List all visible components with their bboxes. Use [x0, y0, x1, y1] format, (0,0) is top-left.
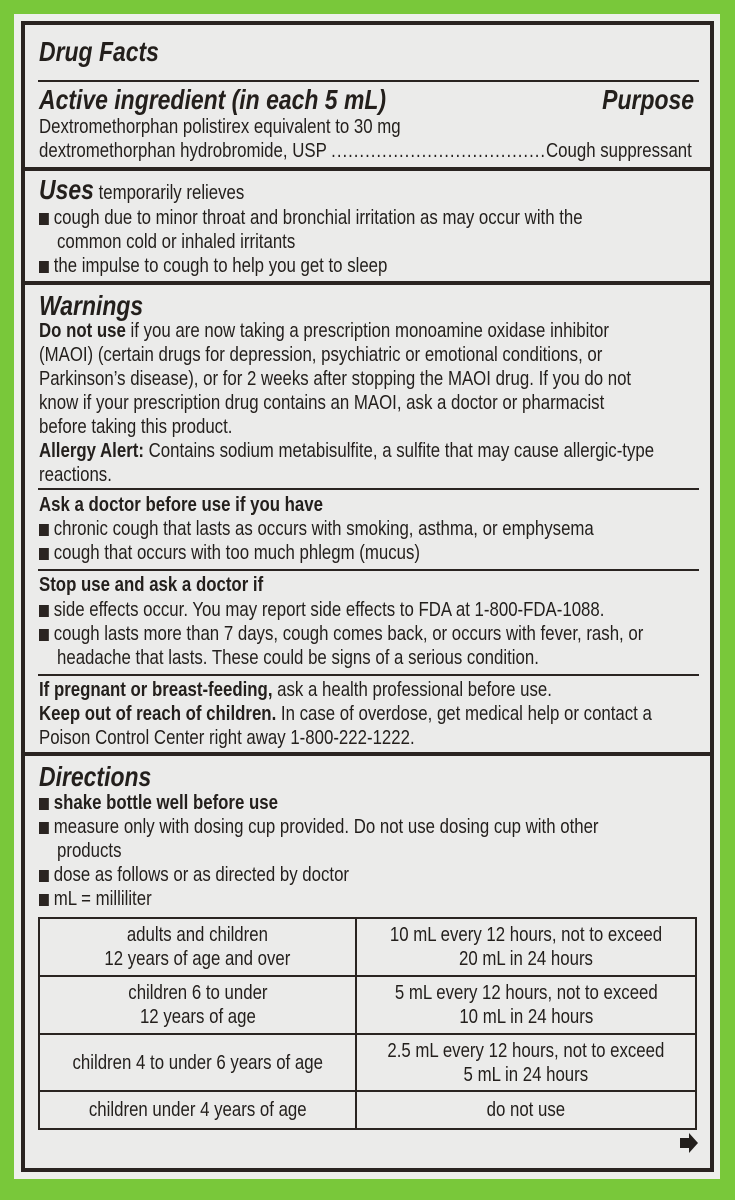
directions-item: dose as follows or as directed by doctor — [39, 863, 417, 887]
bullet-icon — [39, 213, 49, 225]
bullet-icon — [39, 629, 49, 641]
stop-use-item: side effects occur. You may report side effects to FDA at 1-800-FDA-1088. — [39, 598, 729, 622]
active-ingredient-section — [25, 83, 710, 169]
ask-doctor-heading: Ask a doctor before use if you have — [39, 493, 323, 516]
uses-item: cough due to minor throat and bronchial irritation as may occur with the — [39, 206, 702, 230]
do-not-use-line: know if your prescription drug contains an MAOI, ask a doctor or pharmacist — [39, 391, 605, 414]
warnings-section — [25, 285, 710, 750]
table-row — [39, 1034, 696, 1091]
keep-out-warning: Keep out of reach of children. In case of overdose, get medical help or contact a — [39, 702, 652, 725]
bullet-icon — [39, 548, 49, 560]
drug-facts-title: Drug Facts — [39, 36, 159, 67]
keep-out-continuation: Poison Control Center right away 1-800-222-1222. — [39, 726, 415, 749]
bullet-icon — [39, 605, 49, 617]
bullet-icon — [39, 822, 49, 834]
active-ingredient-heading: Active ingredient (in each 5 mL) — [39, 84, 387, 115]
dosing-table — [38, 917, 697, 1130]
dose-cell: 2.5 mL every 12 hours, not to exceed 5 mL in 24 hours — [356, 1034, 696, 1091]
uses-section — [25, 171, 710, 279]
warnings-divider — [38, 488, 699, 490]
table-row — [39, 1091, 696, 1129]
dose-cell: 5 mL every 12 hours, not to exceed 10 mL in 24 hours — [356, 976, 696, 1034]
bullet-icon — [39, 524, 49, 536]
right-arrow-icon — [680, 1133, 698, 1153]
uses-item: the impulse to cough to help you get to sleep — [39, 254, 464, 278]
do-not-use-label: Do not use — [39, 319, 126, 342]
table-row — [39, 918, 696, 976]
directions-heading: Directions — [39, 761, 152, 792]
do-not-use-line: Parkinson’s disease), or for 2 weeks after stopping the MAOI drug. If you do not — [39, 367, 632, 390]
warnings-divider — [38, 674, 699, 676]
keep-out-label: Keep out of reach of children. — [39, 702, 277, 725]
do-not-use-line: before taking this product. — [39, 415, 233, 438]
age-cell: children 6 to under 12 years of age — [39, 976, 356, 1034]
bullet-icon — [39, 870, 49, 882]
warnings-divider — [38, 569, 699, 571]
directions-item: mL = milliliter — [39, 887, 176, 911]
active-ingredient-line1: Dextromethorphan polistirex equivalent to 30 mg — [39, 115, 401, 138]
dose-cell: 10 mL every 12 hours, not to exceed 20 mL in 24 hours — [356, 918, 696, 976]
active-ingredient-line2: dextromethorphan hydrobromide, USP — [39, 139, 327, 162]
age-cell: children 4 to under 6 years of age — [39, 1034, 356, 1091]
directions-item: shake bottle well before use — [39, 791, 331, 815]
dose-cell: do not use — [356, 1091, 696, 1129]
do-not-use-line: (MAOI) (certain drugs for depression, psychiatric or emotional conditions, or — [39, 343, 603, 366]
title-divider — [38, 80, 699, 82]
purpose-value: Cough suppressant — [546, 139, 692, 162]
ask-doctor-item: cough that occurs with too much phlegm (mucus) — [39, 541, 504, 565]
drug-facts-panel — [21, 21, 714, 1172]
pregnant-label: If pregnant or breast-feeding, — [39, 678, 273, 701]
bullet-icon — [39, 894, 49, 906]
age-cell: adults and children 12 years of age and over — [39, 918, 356, 976]
stop-use-heading: Stop use and ask a doctor if — [39, 573, 264, 596]
age-cell: children under 4 years of age — [39, 1091, 356, 1129]
allergy-alert: Allergy Alert: Contains sodium metabisulfite, a sulfite that may cause allergic-type — [39, 439, 655, 462]
stop-use-item: cough lasts more than 7 days, cough comes back, or occurs with fever, rash, or — [39, 622, 735, 646]
uses-item-continuation: common cold or inhaled irritants — [57, 230, 296, 253]
table-row — [39, 976, 696, 1034]
dot-leader: ...................................... — [331, 139, 547, 162]
drug-facts-title-section — [25, 25, 710, 72]
bullet-icon — [39, 261, 49, 273]
ask-doctor-item: chronic cough that lasts as occurs with smoking, asthma, or emphysema — [39, 517, 716, 541]
purpose-heading: Purpose — [602, 84, 694, 115]
warnings-heading: Warnings — [39, 290, 144, 321]
uses-intro: temporarily relieves — [98, 181, 245, 204]
allergy-alert-label: Allergy Alert: — [39, 439, 144, 462]
uses-heading: Uses — [39, 174, 94, 205]
directions-item: measure only with dosing cup provided. Do not use dosing cup with other — [39, 815, 722, 839]
do-not-use-line: Do not use if you are now taking a prescription monoamine oxidase inhibitor — [39, 319, 609, 342]
pregnant-warning: If pregnant or breast-feeding, ask a health professional before use. — [39, 678, 552, 701]
bullet-icon — [39, 798, 49, 810]
stop-use-item-continuation: headache that lasts. These could be signs of a serious condition. — [57, 646, 539, 669]
allergy-alert-continuation: reactions. — [39, 463, 112, 486]
directions-item-continuation: products — [57, 839, 122, 862]
